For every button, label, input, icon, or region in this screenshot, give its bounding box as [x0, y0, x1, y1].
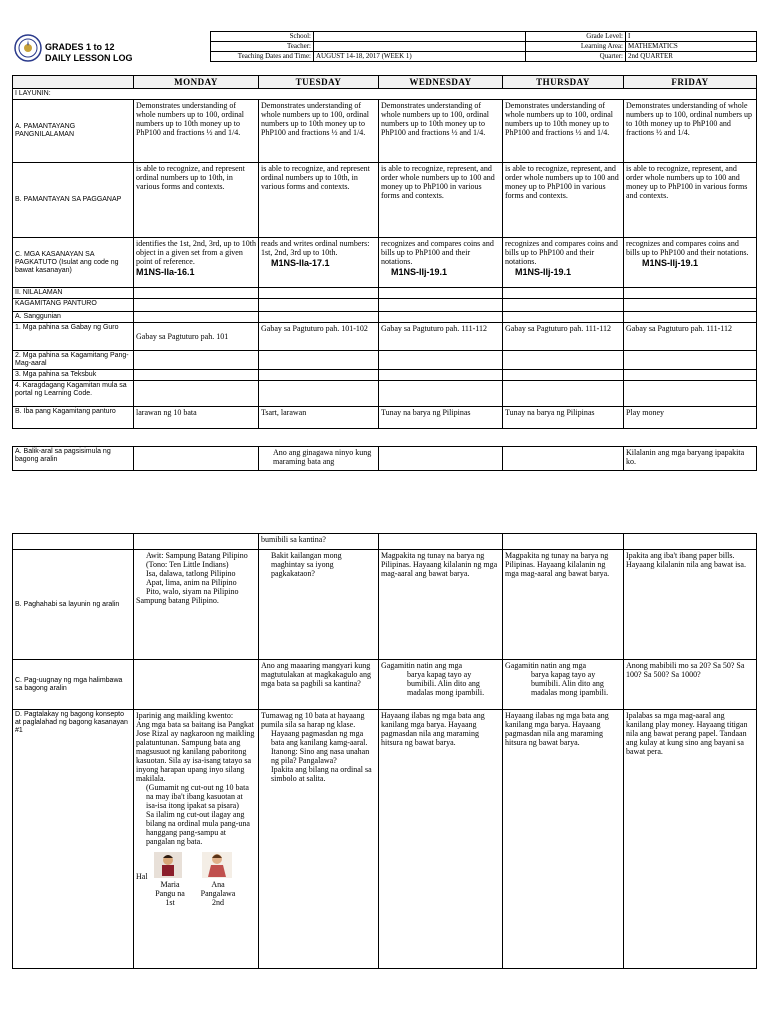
area-value: MATHEMATICS — [626, 42, 757, 52]
row-label: A. Sanggunian — [13, 312, 134, 323]
table-cell — [503, 660, 624, 710]
row-label: II. NILALAMAN — [13, 288, 134, 299]
song-line: Pito, walo, siyam na Pilipino — [146, 587, 239, 596]
table-cell: Gabay sa Pagtuturo pah. 101 — [134, 323, 259, 351]
row-label: C. MGA KASANAYAN SA PAGKATUTO (Isulat ang code ng bawat kasanayan) — [13, 238, 134, 288]
table-cell: is able to recognize, and represent ordinal numbers up to 10th, in various forms and contexts. — [259, 163, 379, 238]
section-layunin: I LAYUNIN: — [13, 89, 757, 100]
table-cell: Anong mabibili mo sa 20? Sa 50? Sa 100? Sa 500? Sa 1000? — [624, 660, 757, 710]
song-line: Sampung batang Pilipino. — [136, 596, 219, 605]
cell-text: Gagamitin natin ang mga — [505, 661, 587, 670]
title-dll: DAILY LESSON LOG — [45, 53, 133, 63]
table-cell: Tunay na barya ng Pilipinas — [503, 407, 624, 429]
table-cell: Ipakita ang iba't ibang paper bills. Hayaang kilalanin nila ang bawat isa. — [624, 550, 757, 660]
table-cell — [259, 710, 379, 969]
cell-text: barya kapag tayo ay bumibili. Alin dito ang madalas mong ipambili. — [531, 670, 609, 697]
table-cell: Demonstrates understanding of whole numbers up to 100, ordinal numbers up to 10th money up to PhP100 and fractions ½ and 1/4. — [624, 100, 757, 163]
cell-text: barya kapag tayo ay bumibili. Alin dito ang madalas mong ipambili. — [407, 670, 485, 697]
table-cell: bumibili sa kantina? — [259, 534, 379, 550]
table-cell: Magpakita ng tunay na barya ng Pilipinas. Hayaang kilalanin ng mga mag-aaral ang bawat barya. — [379, 550, 503, 660]
grade-label: Grade Level: — [526, 32, 626, 42]
row-label: 2. Mga pahina sa Kagamitang Pang-Mag-aaral — [13, 351, 134, 370]
lesson-table-procedure — [12, 533, 757, 969]
row-label: 1. Mga pahina sa Gabay ng Guro — [13, 323, 134, 351]
school-label: School: — [211, 32, 314, 42]
row-label: 4. Karagdagang Kagamitan mula sa portal ng Learning Code. — [13, 381, 134, 407]
table-cell: Demonstrates understanding of whole numbers up to 100, ordinal numbers up to 10th money up to PhP100 and fractions ½ and 1/4. — [379, 100, 503, 163]
quarter-value: 2nd QUARTER — [626, 52, 757, 62]
table-cell: Play money — [624, 407, 757, 429]
table-cell: is able to recognize, and represent ordinal numbers up to 10th, in various forms and contexts. — [134, 163, 259, 238]
row-label: B. PAMANTAYAN SA PAGGANAP — [13, 163, 134, 238]
lesson-table-procedure-start — [12, 446, 757, 471]
table-cell: Tunay na barya ng Pilipinas — [379, 407, 503, 429]
table-cell: Hayaang ilabas ng mga bata ang kanilang mga barya. Hayaang pagmasdan nila ang maraming hitsura ng bawat barya. — [503, 710, 624, 969]
table-cell: Demonstrates understanding of whole numbers up to 100, ordinal numbers up to 10th money up to PhP100 and fractions ½ and 1/4. — [503, 100, 624, 163]
row-label: 3. Mga pahina sa Teksbuk — [13, 370, 134, 381]
song-line: Apat, lima, anim na Pilipino — [146, 578, 237, 587]
table-cell: Ipalabas sa mga mag-aaral ang kanilang play money. Hayaang titigan nila ang bawat perang papel. Tandaan ang kulay at kung sino ang bayani sa bawat pera. — [624, 710, 757, 969]
table-cell — [379, 238, 503, 288]
table-cell: Ano ang ginagawa ninyo kung maraming bata ang — [259, 447, 379, 471]
row-label: KAGAMITANG PANTURO — [13, 299, 134, 312]
story-cell — [134, 710, 259, 969]
cell-text: reads and writes ordinal numbers: 1st, 2nd, 3rd up to 10th. — [261, 239, 370, 257]
table-cell — [503, 238, 624, 288]
cell-text: Ipakita ang bilang na ordinal sa simbolo at salita. — [271, 765, 372, 783]
table-cell: Hayaang ilabas ng mga bata ang kanilang mga barya. Hayaang pagmasdan nila ang maraming hitsura ng bawat barya. — [379, 710, 503, 969]
table-cell — [134, 238, 259, 288]
deped-seal-logo — [14, 34, 42, 62]
cell-text: recognizes and compares coins and bills up to PhP100 and their notations. — [505, 239, 618, 266]
quarter-label: Quarter: — [526, 52, 626, 62]
grade-value: I — [626, 32, 757, 42]
day-header: MONDAY — [134, 76, 259, 89]
teacher-value — [314, 42, 526, 52]
child-caption — [150, 880, 190, 907]
song-tune: (Tono: Ten Little Indians) — [146, 560, 229, 569]
cell-text: (Gumamit ng cut-out ng 10 bata na may iba't ibang kasuotan at isa-isa itong ipakat sa pisara) — [146, 783, 249, 810]
teacher-label: Teacher: — [211, 42, 314, 52]
dates-value: AUGUST 14-18, 2017 (WEEK 1) — [314, 52, 526, 62]
lesson-table-main — [12, 75, 757, 429]
table-cell: Kilalanin ang mga baryang ipapakita ko. — [624, 447, 757, 471]
child-ordinal: Pangalawa — [200, 889, 236, 898]
table-cell — [624, 238, 757, 288]
dates-label: Teaching Dates and Time: — [211, 52, 314, 62]
school-value — [314, 32, 526, 42]
day-header: WEDNESDAY — [379, 76, 503, 89]
row-label: B. Iba pang Kagamitang panturo — [13, 407, 134, 429]
row-label: B. Paghahabi sa layunin ng aralin — [13, 550, 134, 660]
competency-code: M1NS-IIj-19.1 — [515, 267, 572, 277]
competency-code: M1NS-IIa-16.1 — [136, 267, 195, 277]
row-label: C. Pag-uugnay ng mga halimbawa sa bagong aralin — [13, 660, 134, 710]
table-cell: Gabay sa Pagtuturo pah. 111-112 — [624, 323, 757, 351]
table-cell: Ano ang maaaring mangyari kung magtutulakan at magkakagulo ang mga bata sa pagbili sa kantina? — [259, 660, 379, 710]
table-cell: Bakit kailangan mong maghintay sa iyong pagkakataon? — [259, 550, 379, 660]
cell-text: Iparinig ang maikling kwento: — [136, 711, 234, 720]
table-cell: Gabay sa Pagtuturo pah. 111-112 — [379, 323, 503, 351]
day-header: FRIDAY — [624, 76, 757, 89]
child-name: Maria — [160, 880, 180, 889]
table-cell: is able to recognize, represent, and order whole numbers up to 100 and money up to PhP100 in various forms and contexts. — [624, 163, 757, 238]
table-cell: Demonstrates understanding of whole numbers up to 100, ordinal numbers up to 10th money up to PhP100 and fractions ½ and 1/4. — [134, 100, 259, 163]
table-cell: Gabay sa Pagtuturo pah. 111-112 — [503, 323, 624, 351]
child-picture — [202, 852, 232, 878]
song-title: Awit: Sampung Batang Pilipino — [146, 551, 248, 560]
table-cell: Magpakita ng tunay na barya ng Pilipinas. Hayaang kilalanin ng mga mag-aaral ang bawat barya. — [503, 550, 624, 660]
competency-code: M1NS-IIj-19.1 — [391, 267, 448, 277]
day-header: THURSDAY — [503, 76, 624, 89]
child-ordinal-number: 1st — [165, 898, 175, 907]
child-caption — [196, 880, 240, 907]
table-cell — [259, 238, 379, 288]
day-header: TUESDAY — [259, 76, 379, 89]
song-line: Isa, dalawa, tatlong Pilipino — [146, 569, 236, 578]
table-cell: larawan ng 10 bata — [134, 407, 259, 429]
child-name: Ana — [211, 880, 225, 889]
cell-text: Hayaang pagmasdan ng mga bata ang kanilang kamg-aaral. — [271, 729, 368, 747]
row-label: A. Balik-aral sa pagsisimula ng bagong aralin — [13, 447, 134, 471]
table-cell: is able to recognize, represent, and order whole numbers up to 100 and money up to PhP100 in various forms and contexts. — [503, 163, 624, 238]
corner-cell — [13, 76, 134, 89]
competency-code: M1NS-IIa-17.1 — [271, 258, 330, 268]
row-label: A. PAMANTAYANG PANGNILALAMAN — [13, 100, 134, 163]
table-cell: Gabay sa Pagtuturo pah. 101-102 — [259, 323, 379, 351]
cell-text: recognizes and compares coins and bills up to PhP100 and their notations. — [626, 239, 749, 257]
cell-text: Sa ilalim ng cut-out ilagay ang bilang na ordinal mula pang-una hanggang pang-sampu at pangalan ng bata. — [146, 810, 250, 846]
table-cell: is able to recognize, represent, and order whole numbers up to 100 and money up to PhP100 in various forms and contexts. — [379, 163, 503, 238]
row-label: D. Pagtalakay ng bagong konsepto at paglalahad ng bagong kasanayan #1 — [13, 710, 134, 969]
competency-code: M1NS-IIj-19.1 — [642, 258, 699, 268]
example-label: Hal — [136, 872, 148, 881]
title-block — [45, 42, 133, 64]
cell-text: recognizes and compares coins and bills up to PhP100 and their notations. — [381, 239, 494, 266]
table-cell: Tsart, larawan — [259, 407, 379, 429]
table-cell — [379, 660, 503, 710]
area-label: Learning Area: — [526, 42, 626, 52]
title-grades: GRADES 1 to 12 — [45, 42, 115, 52]
example-figures — [136, 852, 256, 912]
child-ordinal: Pangu na — [155, 889, 185, 898]
child-ordinal-number: 2nd — [212, 898, 224, 907]
cell-text: Gagamitin natin ang mga — [381, 661, 463, 670]
song-cell — [134, 550, 259, 660]
child-picture — [154, 852, 182, 878]
table-cell: Demonstrates understanding of whole numbers up to 100, ordinal numbers up to 10th money up to PhP100 and fractions ½ and 1/4. — [259, 100, 379, 163]
header-info-table — [210, 31, 757, 62]
cell-text: Itanong: Sino ang nasa unahan ng pila? Pangalawa? — [271, 747, 370, 765]
cell-text: identifies the 1st, 2nd, 3rd, up to 10th object in a given set from a given point of reference. — [136, 239, 256, 266]
cell-text: Ang mga bata sa baitang isa Pangkat Jose Rizal ay nagkaroon ng maikling palatuntunan. Sampung bata ang magsusuot ng kanilang paboritong kasuotan. Sila ay isa-isang tatayo sa inyong harapan upang inyo silang makilala. — [136, 720, 255, 783]
cell-text: Tumawag ng 10 bata at hayaang pumila sila sa harap ng klase. — [261, 711, 365, 729]
